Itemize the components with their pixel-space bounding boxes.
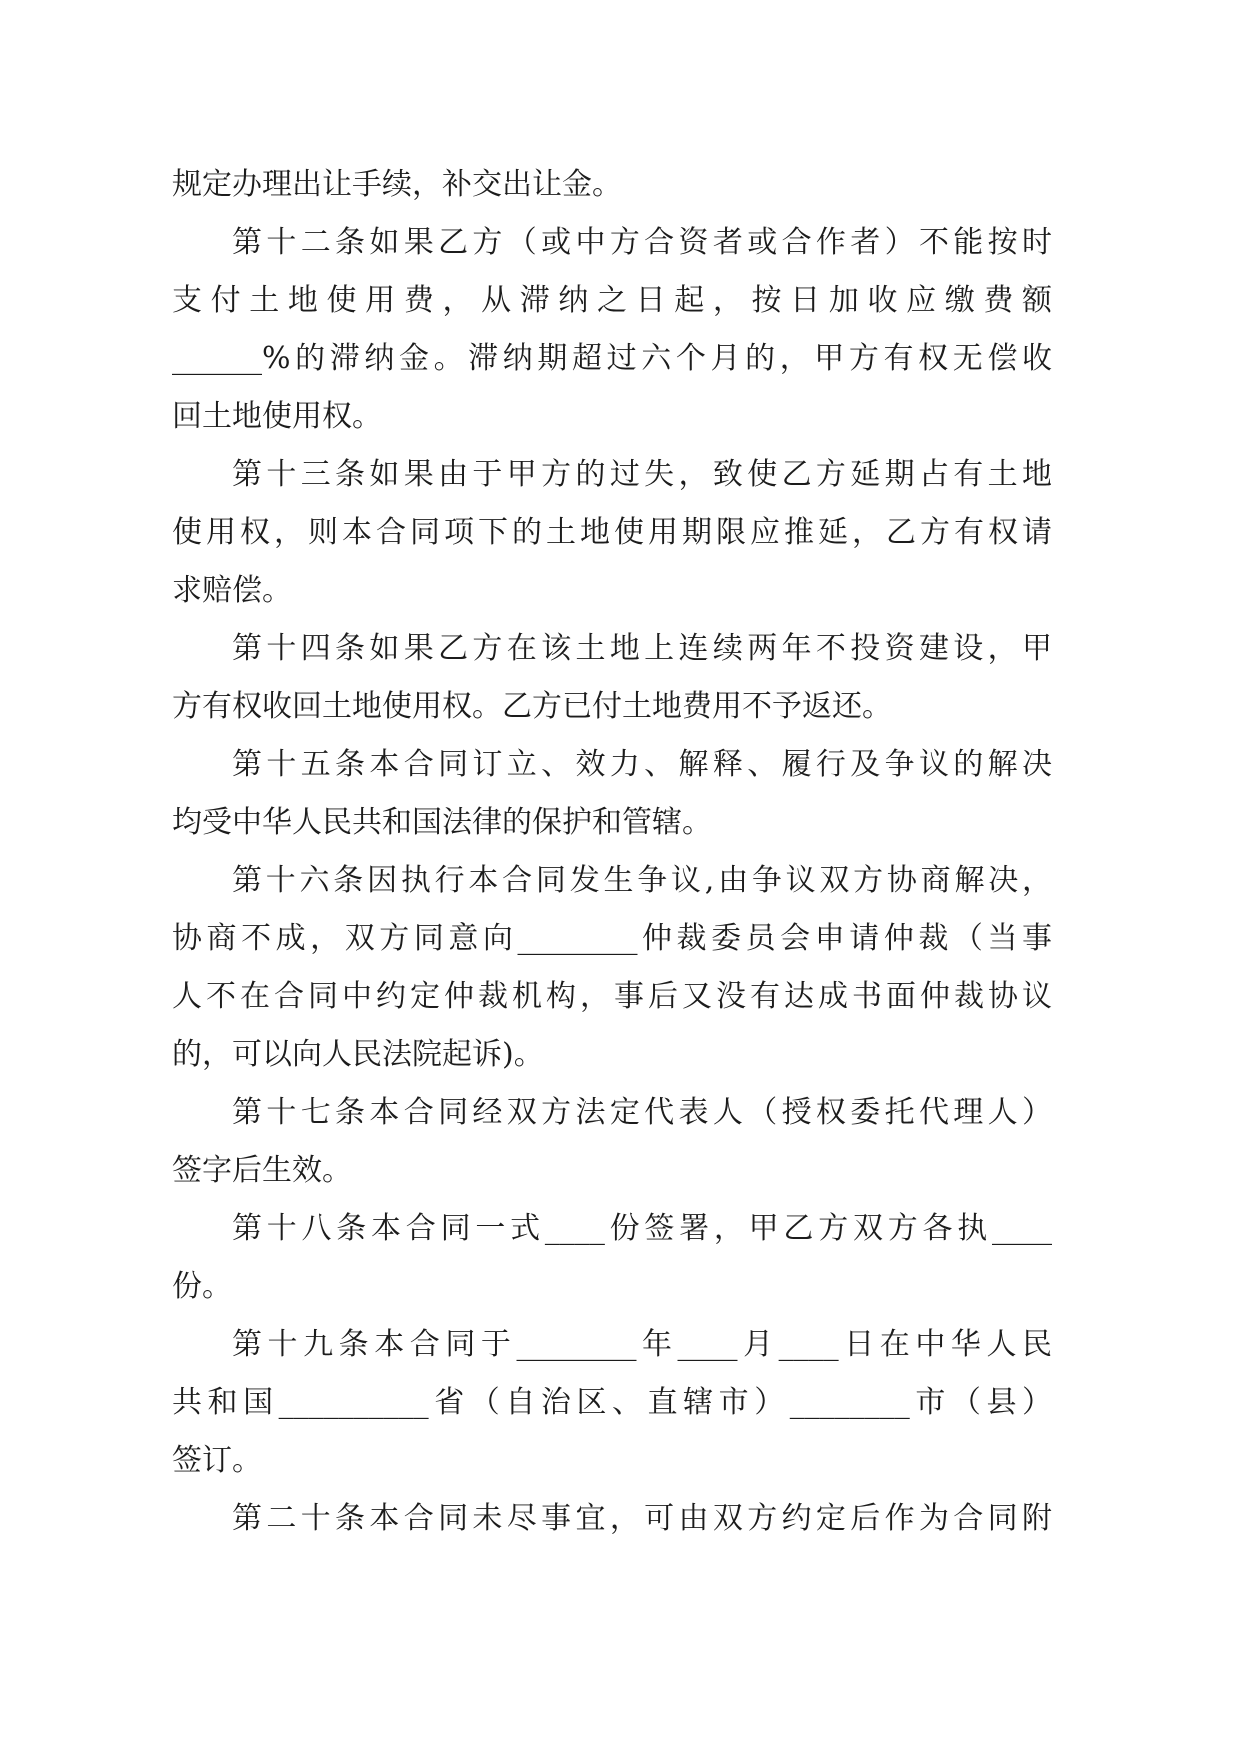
clause-12 bbox=[172, 214, 1052, 446]
document-line: 第十三条如果由于甲方的过失，致使乙方延期占有土地 bbox=[232, 457, 1052, 492]
document-line: 的，可以向人民法院起诉)。 bbox=[172, 1037, 544, 1072]
document-line: 使用权，则本合同项下的土地使用期限应推延，乙方有权请 bbox=[172, 515, 1052, 550]
document-line: 求赔偿。 bbox=[172, 573, 292, 608]
document-line: 支付土地使用费，从滞纳之日起，按日加收应缴费额 bbox=[172, 283, 1052, 318]
clause-16 bbox=[172, 852, 1052, 1084]
clause-20 bbox=[172, 1490, 1052, 1548]
document-line: 签订。 bbox=[172, 1443, 262, 1478]
document-line: 第二十条本合同未尽事宜，可由双方约定后作为合同附 bbox=[232, 1501, 1052, 1536]
document-line: 共和国__________省（自治区、直辖市）________市（县） bbox=[172, 1385, 1052, 1420]
clause-13 bbox=[172, 446, 1052, 620]
document-line: 第十九条本合同于________年____月____日在中华人民 bbox=[232, 1327, 1052, 1362]
clause-continuation bbox=[172, 156, 1052, 214]
document-line: 规定办理出让手续，补交出让金。 bbox=[172, 167, 622, 202]
document-line: 回土地使用权。 bbox=[172, 399, 382, 434]
document-line: 均受中华人民共和国法律的保护和管辖。 bbox=[172, 805, 712, 840]
document-line: 第十八条本合同一式____份签署，甲乙方双方各执____ bbox=[232, 1211, 1052, 1246]
clause-17 bbox=[172, 1084, 1052, 1200]
clause-15 bbox=[172, 736, 1052, 852]
document-line: 协商不成，双方同意向________仲裁委员会申请仲裁（当事 bbox=[172, 921, 1052, 956]
clause-18 bbox=[172, 1200, 1052, 1316]
document-line: 方有权收回土地使用权。乙方已付土地费用不予返还。 bbox=[172, 689, 892, 724]
document-line: 签字后生效。 bbox=[172, 1153, 352, 1188]
document-line: 人不在合同中约定仲裁机构，事后又没有达成书面仲裁协议 bbox=[172, 979, 1052, 1014]
document-line: 第十五条本合同订立、效力、解释、履行及争议的解决 bbox=[232, 747, 1052, 782]
clause-19 bbox=[172, 1316, 1052, 1490]
document-line: 第十六条因执行本合同发生争议,由争议双方协商解决， bbox=[232, 863, 1052, 898]
document-line: 份。 bbox=[172, 1269, 232, 1304]
clause-14 bbox=[172, 620, 1052, 736]
contract-text bbox=[172, 156, 1052, 1548]
document-line: 第十七条本合同经双方法定代表人（授权委托代理人） bbox=[232, 1095, 1052, 1130]
document-line: ______%的滞纳金。滞纳期超过六个月的，甲方有权无偿收 bbox=[172, 341, 1052, 376]
document-line: 第十四条如果乙方在该土地上连续两年不投资建设，甲 bbox=[232, 631, 1052, 666]
document-line: 第十二条如果乙方（或中方合资者或合作者）不能按时 bbox=[232, 225, 1052, 260]
